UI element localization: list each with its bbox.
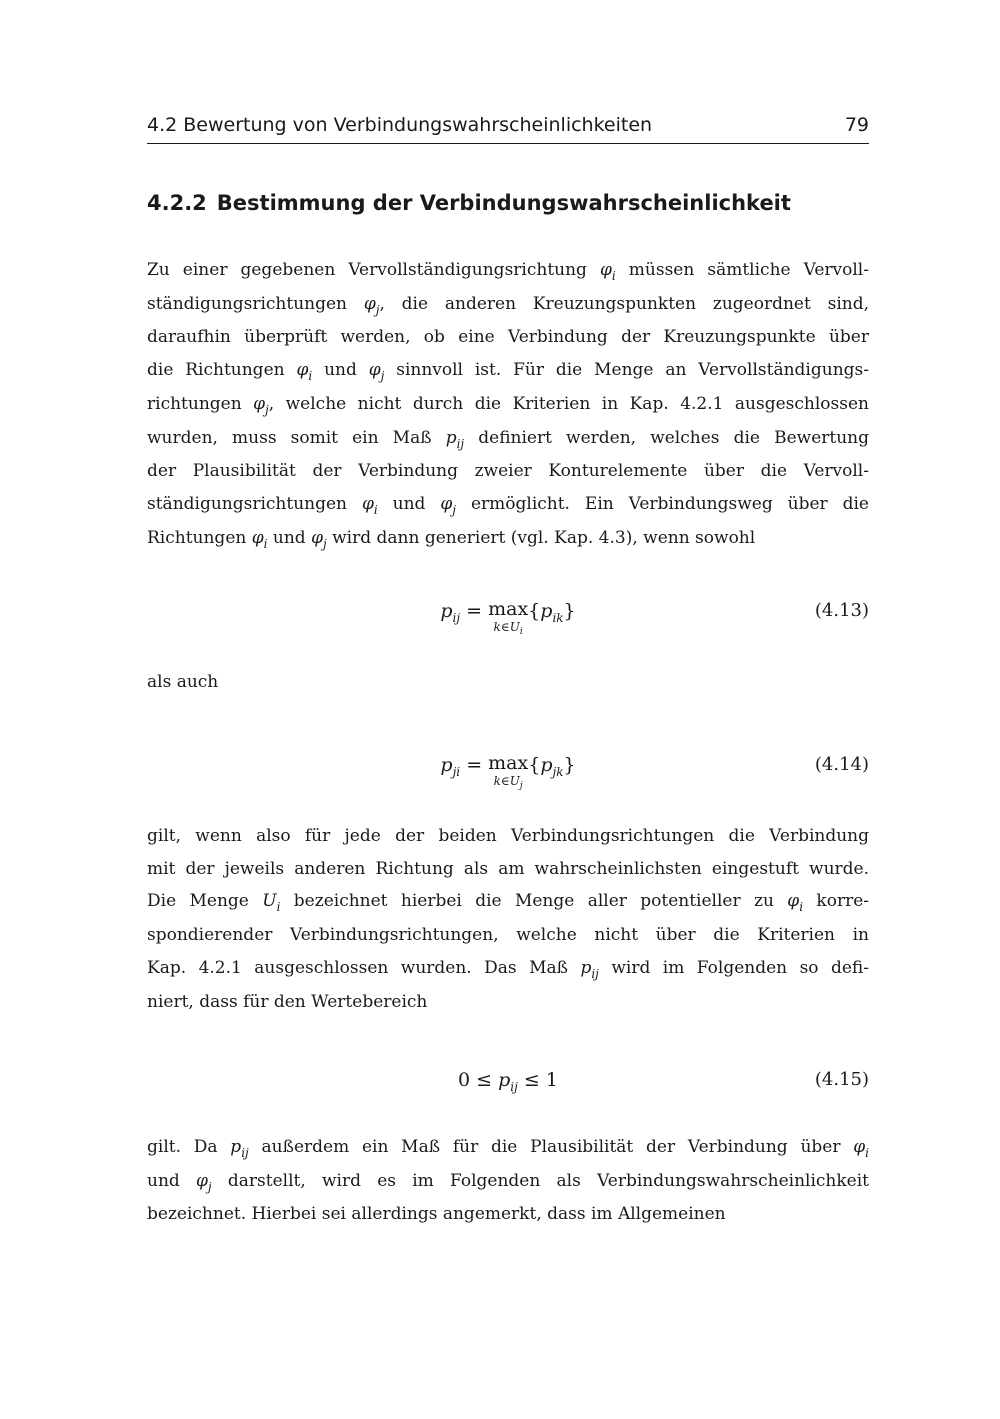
paragraph-als-auch	[147, 666, 869, 699]
paragraph-line: die Richtungen $\varphi_i$ und $\varphi_j$ sinnvoll ist. Für die Menge an Vervollständigungs-	[147, 360, 869, 384]
phi-symbol: φ	[361, 493, 374, 514]
section-number: 4.2.2	[147, 191, 207, 215]
paragraph-1	[147, 254, 869, 555]
paragraph-line: daraufhin überprüft werden, ob eine Verbindung der Kreuzungspunkte über	[147, 327, 869, 348]
paragraph-line: gilt, wenn also für jede der beiden Verbindungsrichtungen die Verbindung	[147, 826, 869, 846]
equation-body: $0 \le p_{ij} \le 1$	[458, 1069, 558, 1094]
paragraph-line: Kap. 4.2.1 ausgeschlossen wurden. Das Maß $p_{ij}$ wird im Folgenden so defi-	[147, 957, 869, 981]
section-heading	[147, 191, 869, 215]
paragraph-line: ständigungsrichtungen $\varphi_j$, die anderen Kreuzungspunkten zugeordnet sind,	[147, 293, 869, 317]
equation-body: $p_{ij} = \max$ $k\in U_i$ $\{p_{ik}\}$	[440, 598, 576, 637]
phi-symbol: φ	[363, 293, 376, 314]
equation-number: (4.14)	[814, 754, 869, 775]
paragraph-line: der Plausibilität der Verbindung zweier Konturelemente über die Vervoll-	[147, 461, 869, 482]
paragraph-line: gilt. Da $p_{ij}$ außerdem ein Maß für die Plausibilität der Verbindung über $\varphi_i$	[147, 1137, 869, 1160]
phi-symbol: φ	[368, 360, 381, 381]
equation-number: (4.15)	[814, 1069, 869, 1090]
paragraph-line: ständigungsrichtungen $\varphi_i$ und $\varphi_j$ ermöglicht. Ein Verbindungsweg über die	[147, 493, 869, 517]
p-symbol: p	[230, 1137, 242, 1157]
p-symbol: p	[445, 427, 457, 448]
paragraph-line: mit der jeweils anderen Richtung als am wahrscheinlichsten eingestuft wurde.	[147, 858, 869, 879]
equation-4-13	[147, 600, 869, 640]
u-symbol: U	[262, 891, 277, 912]
equation-body: $p_{ji} = \max$ $k\in U_j$ $\{p_{jk}\}$	[440, 752, 576, 791]
phi-symbol: φ	[440, 493, 453, 514]
phi-symbol: φ	[599, 260, 612, 280]
paragraph-line: spondierender Verbindungsrichtungen, welche nicht über die Kriterien in	[147, 925, 869, 946]
phi-symbol: φ	[196, 1170, 208, 1191]
phi-symbol: φ	[853, 1137, 866, 1157]
paragraph-line: bezeichnet. Hierbei sei allerdings angemerkt, dass im Allgemeinen	[147, 1204, 726, 1225]
phi-symbol: φ	[311, 527, 323, 548]
p-symbol: p	[580, 957, 592, 978]
paragraph-line: Richtungen $\varphi_i$ und $\varphi_j$ wird dann generiert (vgl. Kap. 4.3), wenn sowohl	[147, 527, 756, 551]
paragraph-line: als auch	[147, 672, 219, 692]
equation-number: (4.13)	[814, 600, 869, 621]
paragraph-line: und $\varphi_j$ darstellt, wird es im Folgenden als Verbindungswahrscheinlichkeit	[147, 1170, 869, 1194]
equation-4-15	[147, 1069, 869, 1109]
page-number: 79	[844, 114, 869, 136]
paragraph-line: niert, dass für den Wertebereich	[147, 991, 428, 1012]
section-title: Bestimmung der Verbindungswahrscheinlichkeit	[216, 191, 791, 215]
paragraph-2	[147, 820, 869, 1018]
paragraph-line: Zu einer gegebenen Vervollständigungsrichtung $\varphi_i$ müssen sämtliche Vervoll-	[147, 260, 869, 283]
max-operator: max $k\in U_i$	[488, 598, 529, 637]
paragraph-3	[147, 1131, 869, 1231]
phi-symbol: φ	[253, 393, 266, 414]
running-title: 4.2 Bewertung von Verbindungswahrscheinlichkeiten	[147, 114, 653, 136]
phi-symbol: φ	[787, 891, 800, 912]
paragraph-line: richtungen $\varphi_j$, welche nicht durch die Kriterien in Kap. 4.2.1 ausgeschlossen	[147, 393, 869, 417]
phi-symbol: φ	[251, 527, 264, 548]
paragraph-line: wurden, muss somit ein Maß $p_{ij}$ definiert werden, welches die Bewertung	[147, 427, 869, 451]
paragraph-line: Die Menge $U_i$ bezeichnet hierbei die Menge aller potentieller zu $\varphi_i$ korre-	[147, 891, 870, 915]
running-header	[147, 113, 869, 144]
max-operator: max $k\in U_j$	[488, 752, 529, 791]
equation-4-14	[147, 754, 869, 794]
phi-symbol: φ	[296, 360, 309, 381]
